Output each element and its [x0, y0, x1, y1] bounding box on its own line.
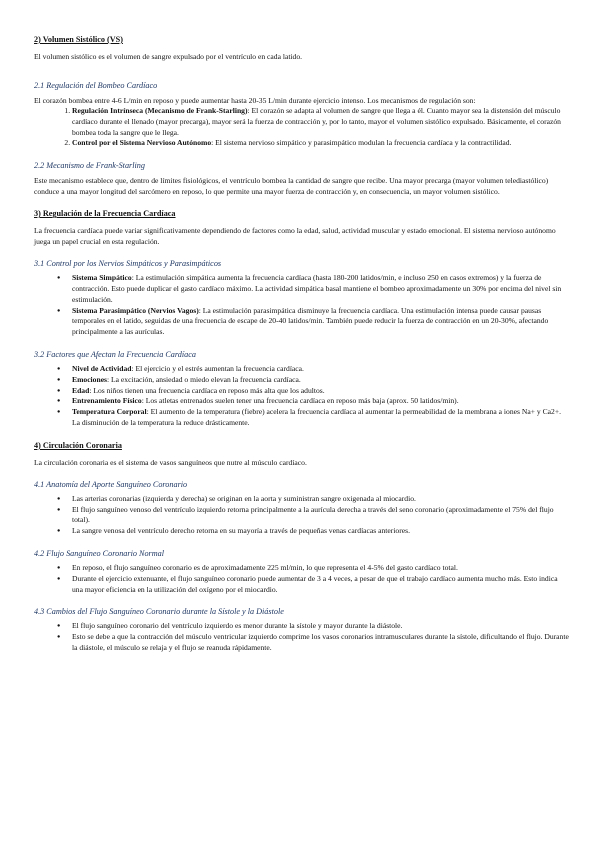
list-term: Temperatura Corporal: [72, 407, 147, 417]
subsection-heading: 2.1 Regulación del Bombeo Cardíaco: [34, 81, 158, 90]
bullet-list: [34, 494, 570, 537]
list-item: ● Las arterias coronarias (izquierda y derecha) se originan en la aorta y suministran sangre oxigenada al miocardio.: [72, 494, 570, 505]
subsection-heading: 3.1 Control por los Nervios Simpáticos y Parasimpáticos: [34, 259, 222, 269]
list-term: Regulación Intrínseca (Mecanismo de Frank-Starling): [72, 106, 248, 115]
section-heading: 3) Regulación de la Frecuencia Cardíaca: [34, 209, 176, 219]
list-text: : El ejercicio y el estrés aumentan la frecuencia cardíaca.: [131, 363, 304, 373]
subsection-heading: 3.2 Factores que Afectan la Frecuencia Cardíaca: [34, 349, 196, 359]
list-item: [72, 273, 570, 305]
list-item: ● En reposo, el flujo sanguíneo coronario es de aproximadamente 225 ml/min, lo que representa el 4-5% del gasto cardíaco total.: [72, 563, 570, 574]
list-item: [72, 375, 570, 386]
subsection-heading: 4.2 Flujo Sanguíneo Coronario Normal: [34, 548, 165, 558]
list-text: : La excitación, ansiedad o miedo elevan la frecuencia cardíaca.: [107, 374, 301, 384]
list-item: [72, 364, 570, 375]
paragraph: La frecuencia cardíaca puede variar significativamente dependiendo de factores como la edad, salud, actividad muscular y estado emocional. El sistema nervioso autónomo juega un papel crucial en esta regulación.: [34, 226, 556, 247]
list-item: [72, 306, 570, 338]
paragraph: El volumen sistólico es el volumen de sangre expulsado por el ventrículo en cada latido.: [34, 52, 303, 61]
paragraph: Este mecanismo establece que, dentro de límites fisiológicos, el ventrículo bombea la cantidad de sangre que recibe. Una mayor precarga (mayor volumen telediastólico) conduce a una mayor longitud del sarcómero en reposo, lo que permite una mayor fuerza de contracción y, en consecuencia, un mayor volumen sistólico.: [34, 176, 549, 197]
list-text: : La estimulación parasimpática disminuye la frecuencia cardíaca. Una estimulación intensa puede causar pausas temporales en el latido, seguidas de una frecuencia de escape de 20-40 latidos/min. También puede reducir la fuerza de contracción en un 20-30%, afectando principalmente a las aurículas.: [72, 305, 549, 337]
list-term: Sistema Parasimpático (Nervios Vagos): [72, 305, 199, 315]
subsection-heading: 2.2 Mecanismo de Frank-Starling: [34, 161, 145, 171]
list-item: [72, 407, 570, 429]
list-text: : Los niños tienen una frecuencia cardíaca en reposo más alta que los adultos.: [89, 385, 325, 395]
list-item: ● Esto se debe a que la contracción del músculo ventricular izquierdo comprime los vasos coronarios intramusculares durante la sístole, dificultando el flujo. Durante la diástole, el músculo se relaja y el flujo se reanuda rápidamente.: [72, 632, 570, 654]
list-item: [72, 138, 570, 149]
subsection-heading: 4.1 Anatomía del Aporte Sanguíneo Coronario: [34, 479, 188, 489]
bullet-list: [34, 563, 570, 595]
list-term: Control por el Sistema Nervioso Autónomo: [72, 138, 212, 148]
subsection-heading: 4.3 Cambios del Flujo Sanguíneo Coronario durante la Sístole y la Diástole: [34, 607, 284, 617]
list-term: Nivel de Actividad: [72, 363, 132, 373]
list-text: : El corazón se adapta al volumen de sangre que llega a él. Cuanto mayor sea la distensión del músculo cardíaco durante el llenado (mayor precarga), mayor será la fuerza de contracción y, por lo tanto, mayor el volumen sistólico expulsado. Básicamente, el corazón bombea toda la sangre que le llega.: [72, 106, 561, 137]
list-item: ● El flujo sanguíneo venoso del ventrículo izquierdo retorna principalmente a la aurícula derecha a través del seno coronario (aproximadamente el 75% del flujo total).: [72, 505, 570, 527]
list-text: : El aumento de la temperatura (fiebre) acelera la frecuencia cardíaca al aumentar la permeabilidad de la membrana a iones Na+ y Ca2+. La disminución de la temperatura la reduce drásticamente.: [72, 407, 561, 427]
list-term: Sistema Simpático: [72, 273, 132, 283]
paragraph: La circulación coronaria es el sistema de vasos sanguíneos que nutre al músculo cardíaco.: [34, 457, 307, 467]
list-item: ● Durante el ejercicio extenuante, el flujo sanguíneo coronario puede aumentar de 3 a 4 veces, a pesar de que el trabajo cardíaco aumenta mucho más. Esto indica una mayor eficiencia en la utilización del oxígeno por el miocardio.: [72, 574, 570, 596]
list-text: : La estimulación simpática aumenta la frecuencia cardíaca (hasta 180-200 latidos/min, e incluso 250 en casos extremos) y la fuerza de contracción. Esto puede duplicar el gasto cardíaco máximo. La actividad simpática basal mantiene el bombeo aproximadamente un 30% por encima del nivel sin estimulación.: [72, 273, 562, 304]
list-item: [72, 106, 570, 138]
section-heading: 4) Circulación Coronaria: [34, 440, 122, 450]
list-text: : El sistema nervioso simpático y parasimpático modulan la frecuencia cardíaca y la contractilidad.: [211, 138, 512, 148]
bullet-list: [34, 273, 570, 338]
list-item: ● La sangre venosa del ventrículo derecho retorna en su mayoría a través de pequeñas venas cardíacas anteriores.: [72, 526, 570, 537]
numbered-list: [34, 106, 570, 149]
bullet-list: [34, 364, 570, 429]
list-item: ● El flujo sanguíneo coronario del ventrículo izquierdo es menor durante la sístole y mayor durante la diástole.: [72, 621, 570, 632]
list-term: Emociones: [72, 374, 108, 384]
section-heading: 2) Volumen Sistólico (VS): [34, 35, 123, 44]
list-term: Edad: [72, 385, 90, 395]
list-term: Entrenamiento Físico: [72, 396, 142, 406]
bullet-list: [34, 621, 570, 653]
paragraph: El corazón bombea entre 4-6 L/min en reposo y puede aumentar hasta 20-35 L/min durante ejercicio intenso. Los mecanismos de regulación son:: [34, 96, 476, 105]
list-item: [72, 396, 570, 407]
list-item: [72, 386, 570, 397]
list-text: : Los atletas entrenados suelen tener una frecuencia cardíaca en reposo más baja (aprox. 50 latidos/min).: [141, 396, 459, 406]
